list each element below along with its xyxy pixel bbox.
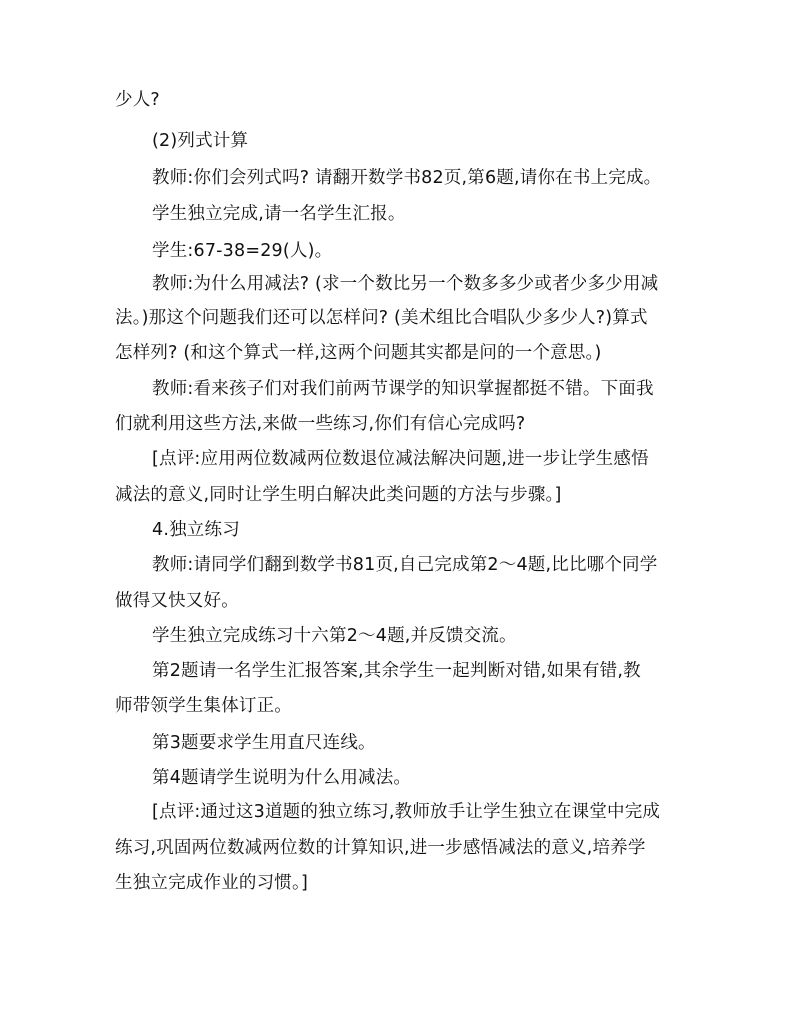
text-line: 做得又快又好。 bbox=[115, 591, 239, 611]
text-line: 第2题请一名学生汇报答案,其余学生一起判断对错,如果有错,教 bbox=[152, 661, 641, 681]
text-line: 教师:你们会列式吗? 请翻开数学书82页,第6题,请你在书上完成。 bbox=[152, 168, 662, 188]
text-line: 学生:67-38=29(人)。 bbox=[152, 241, 333, 261]
text-line: 法。)那这个问题我们还可以怎样问? (美术组比合唱队少多少人?)算式 bbox=[115, 308, 648, 328]
text-line: 怎样列? (和这个算式一样,这两个问题其实都是问的一个意思。) bbox=[115, 343, 602, 363]
commentary: 减法的意义,同时让学生明白解决此类问题的方法与步骤。] bbox=[115, 485, 562, 505]
section-heading: 4.独立练习 bbox=[152, 520, 240, 540]
text-line: 学生独立完成练习十六第2～4题,并反馈交流。 bbox=[152, 626, 517, 646]
commentary: 练习,巩固两位数减两位数的计算知识,进一步感悟减法的意义,培养学 bbox=[115, 838, 646, 858]
commentary: [点评:应用两位数减两位数退位减法解决问题,进一步让学生感悟 bbox=[152, 449, 649, 469]
commentary: 生独立完成作业的习惯。] bbox=[115, 873, 308, 893]
text-line: 第3题要求学生用直尺连线。 bbox=[152, 733, 376, 753]
text-line: 第4题请学生说明为什么用减法。 bbox=[152, 768, 412, 788]
text-line: 教师:请同学们翻到数学书81页,自己完成第2～4题,比比哪个同学 bbox=[152, 555, 658, 575]
text-line: 教师:为什么用减法? (求一个数比另一个数多多少或者少多少用减 bbox=[152, 274, 659, 294]
section-heading: (2)列式计算 bbox=[152, 131, 249, 151]
text-line: 们就利用这些方法,来做一些练习,你们有信心完成吗? bbox=[115, 414, 526, 434]
text-line: 师带领学生集体订正。 bbox=[115, 696, 292, 716]
commentary: [点评:通过这3道题的独立练习,教师放手让学生独立在课堂中完成 bbox=[152, 802, 661, 822]
text-line: 少人? bbox=[115, 90, 160, 110]
text-line: 学生独立完成,请一名学生汇报。 bbox=[152, 204, 406, 224]
text-line: 教师:看来孩子们对我们前两节课学的知识掌握都挺不错。下面我 bbox=[152, 379, 654, 399]
